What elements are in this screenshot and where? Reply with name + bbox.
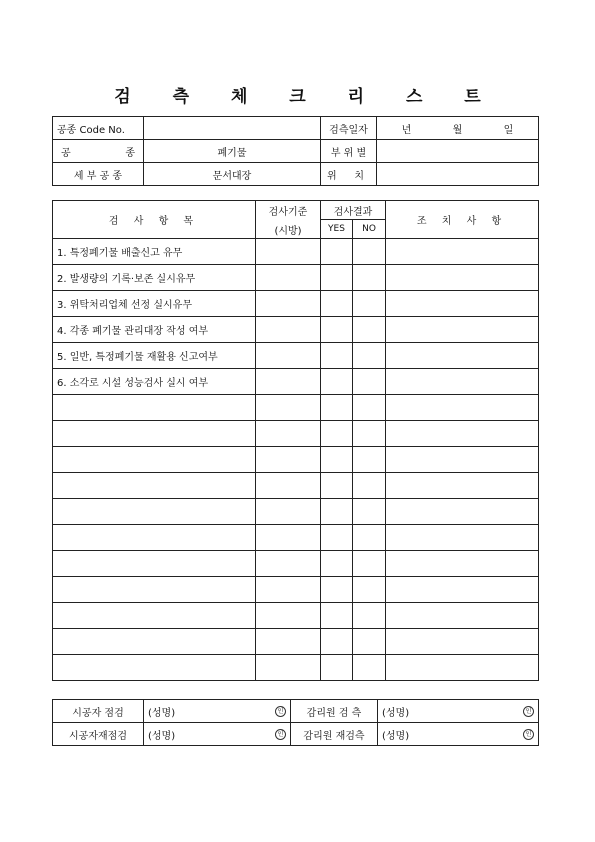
checklist-row xyxy=(53,577,539,603)
col-result-header: 검사결과 xyxy=(321,201,386,220)
checklist-row xyxy=(53,525,539,551)
checklist-item-label xyxy=(53,577,256,603)
yes-cell[interactable] xyxy=(321,291,353,317)
action-cell[interactable] xyxy=(386,265,539,291)
no-cell[interactable] xyxy=(353,473,386,499)
checklist-item-label xyxy=(53,499,256,525)
no-cell[interactable] xyxy=(353,499,386,525)
checklist-item-label xyxy=(53,629,256,655)
checklist-row xyxy=(53,265,539,291)
action-cell[interactable] xyxy=(386,369,539,395)
name-label: (성명) xyxy=(148,730,176,742)
yes-cell[interactable] xyxy=(321,317,353,343)
work-code-field[interactable] xyxy=(144,117,321,140)
action-cell[interactable] xyxy=(386,603,539,629)
yes-cell[interactable] xyxy=(321,343,353,369)
location-label: 부 위 별 xyxy=(321,140,377,163)
checklist-item-label xyxy=(53,421,256,447)
action-cell[interactable] xyxy=(386,447,539,473)
standard-cell[interactable] xyxy=(256,291,321,317)
no-cell[interactable] xyxy=(353,421,386,447)
no-cell[interactable] xyxy=(353,291,386,317)
yes-cell[interactable] xyxy=(321,395,353,421)
checklist-item-label: 3. 위탁처리업체 선정 실시유무 xyxy=(53,291,256,317)
checklist-row xyxy=(53,629,539,655)
checklist-item-label xyxy=(53,603,256,629)
checklist-item-label: 5. 일반, 특정폐기물 재활용 신고여부 xyxy=(53,343,256,369)
action-cell[interactable] xyxy=(386,551,539,577)
checklist-row xyxy=(53,239,539,265)
checklist-row xyxy=(53,291,539,317)
col-action-header: 조 치 사 항 xyxy=(386,201,539,239)
action-cell[interactable] xyxy=(386,291,539,317)
yes-cell[interactable] xyxy=(321,473,353,499)
yes-cell[interactable] xyxy=(321,499,353,525)
work-code-label: 공종 Code No. xyxy=(53,117,144,140)
standard-cell[interactable] xyxy=(256,343,321,369)
no-cell[interactable] xyxy=(353,265,386,291)
checklist-item-label: 2. 발생량의 기록·보존 실시유무 xyxy=(53,265,256,291)
page-title: 검 측 체 크 리 스 트 xyxy=(114,87,499,107)
sub-work-label: 세 부 공 종 xyxy=(53,163,144,186)
yes-cell[interactable] xyxy=(321,369,353,395)
supervisor-inspect-sign[interactable] xyxy=(378,700,539,723)
checklist-table xyxy=(52,200,539,681)
work-type-label: 공 종 xyxy=(53,140,144,163)
no-cell[interactable] xyxy=(353,395,386,421)
yes-cell[interactable] xyxy=(321,603,353,629)
yes-cell[interactable] xyxy=(321,447,353,473)
checklist-item-label: 4. 각종 폐기물 관리대장 작성 여부 xyxy=(53,317,256,343)
inspect-date-field[interactable] xyxy=(377,117,539,140)
contractor-check-sign[interactable] xyxy=(144,700,291,723)
no-cell[interactable] xyxy=(353,447,386,473)
standard-cell[interactable] xyxy=(256,603,321,629)
yes-cell[interactable] xyxy=(321,239,353,265)
standard-cell[interactable] xyxy=(256,421,321,447)
standard-cell[interactable] xyxy=(256,395,321,421)
inspect-date-label: 검측일자 xyxy=(321,117,377,140)
yes-cell[interactable] xyxy=(321,577,353,603)
position-label: 위 치 xyxy=(321,163,377,186)
standard-cell[interactable] xyxy=(256,447,321,473)
seal-icon: 인 xyxy=(275,706,286,717)
no-cell[interactable] xyxy=(353,577,386,603)
checklist-row xyxy=(53,343,539,369)
standard-cell[interactable] xyxy=(256,499,321,525)
supervisor-inspect-label: 감리원 검 측 xyxy=(291,700,378,723)
yes-cell[interactable] xyxy=(321,265,353,291)
checklist-row xyxy=(53,551,539,577)
yes-cell[interactable] xyxy=(321,629,353,655)
standard-cell[interactable] xyxy=(256,473,321,499)
standard-cell[interactable] xyxy=(256,525,321,551)
name-label: (성명) xyxy=(382,707,410,719)
sub-work-field[interactable]: 문서대장 xyxy=(144,163,321,186)
date-day-label: 일 xyxy=(503,124,514,136)
action-cell[interactable] xyxy=(386,577,539,603)
checklist-row xyxy=(53,421,539,447)
standard-cell[interactable] xyxy=(256,265,321,291)
standard-cell[interactable] xyxy=(256,369,321,395)
checklist-row xyxy=(53,603,539,629)
position-field[interactable] xyxy=(377,163,539,186)
no-cell[interactable] xyxy=(353,603,386,629)
yes-cell[interactable] xyxy=(321,655,353,681)
standard-cell[interactable] xyxy=(256,629,321,655)
yes-cell[interactable] xyxy=(321,421,353,447)
col-yes-header: YES xyxy=(321,220,353,239)
supervisor-reinspect-sign[interactable] xyxy=(378,723,539,746)
checklist-row xyxy=(53,395,539,421)
seal-icon: 인 xyxy=(275,729,286,740)
action-cell[interactable] xyxy=(386,421,539,447)
col-standard-label: 검사기준 xyxy=(268,206,308,218)
checklist-row xyxy=(53,369,539,395)
name-label: (성명) xyxy=(382,730,410,742)
action-cell[interactable] xyxy=(386,395,539,421)
name-label: (성명) xyxy=(148,707,176,719)
date-year-label: 년 xyxy=(401,124,412,136)
col-no-header: NO xyxy=(353,220,386,239)
standard-cell[interactable] xyxy=(256,551,321,577)
location-field[interactable] xyxy=(377,140,539,163)
checklist-row xyxy=(53,655,539,681)
action-cell[interactable] xyxy=(386,343,539,369)
action-cell[interactable] xyxy=(386,317,539,343)
no-cell[interactable] xyxy=(353,343,386,369)
contractor-recheck-sign[interactable] xyxy=(144,723,291,746)
no-cell[interactable] xyxy=(353,317,386,343)
no-cell[interactable] xyxy=(353,551,386,577)
seal-icon: 인 xyxy=(523,706,534,717)
standard-cell[interactable] xyxy=(256,317,321,343)
action-cell[interactable] xyxy=(386,629,539,655)
checklist-item-label xyxy=(53,395,256,421)
action-cell[interactable] xyxy=(386,655,539,681)
signature-table xyxy=(52,699,539,746)
col-item-header: 검 사 항 목 xyxy=(53,201,256,239)
contractor-check-label: 시공자 점검 xyxy=(53,700,144,723)
checklist-row xyxy=(53,473,539,499)
standard-cell[interactable] xyxy=(256,577,321,603)
checklist-item-label: 1. 특정폐기물 배출신고 유무 xyxy=(53,239,256,265)
contractor-recheck-label: 시공자재점검 xyxy=(53,723,144,746)
checklist-row xyxy=(53,317,539,343)
action-cell[interactable] xyxy=(386,239,539,265)
standard-cell[interactable] xyxy=(256,239,321,265)
col-standard-header xyxy=(256,201,321,239)
col-standard-sub-label: (시방) xyxy=(274,225,302,237)
no-cell[interactable] xyxy=(353,629,386,655)
no-cell[interactable] xyxy=(353,369,386,395)
checklist-item-label xyxy=(53,447,256,473)
yes-cell[interactable] xyxy=(321,551,353,577)
standard-cell[interactable] xyxy=(256,655,321,681)
checklist-row xyxy=(53,499,539,525)
supervisor-reinspect-label: 감리원 재검측 xyxy=(291,723,378,746)
no-cell[interactable] xyxy=(353,239,386,265)
date-month-label: 월 xyxy=(452,124,463,136)
action-cell[interactable] xyxy=(386,525,539,551)
checklist-row xyxy=(53,447,539,473)
yes-cell[interactable] xyxy=(321,525,353,551)
action-cell[interactable] xyxy=(386,473,539,499)
work-type-field[interactable]: 폐기물 xyxy=(144,140,321,163)
no-cell[interactable] xyxy=(353,525,386,551)
seal-icon: 인 xyxy=(523,729,534,740)
checklist-item-label: 6. 소각로 시설 성능검사 실시 여부 xyxy=(53,369,256,395)
checklist-item-label xyxy=(53,655,256,681)
checklist-item-label xyxy=(53,473,256,499)
header-table xyxy=(52,116,539,186)
action-cell[interactable] xyxy=(386,499,539,525)
no-cell[interactable] xyxy=(353,655,386,681)
checklist-item-label xyxy=(53,525,256,551)
checklist-item-label xyxy=(53,551,256,577)
